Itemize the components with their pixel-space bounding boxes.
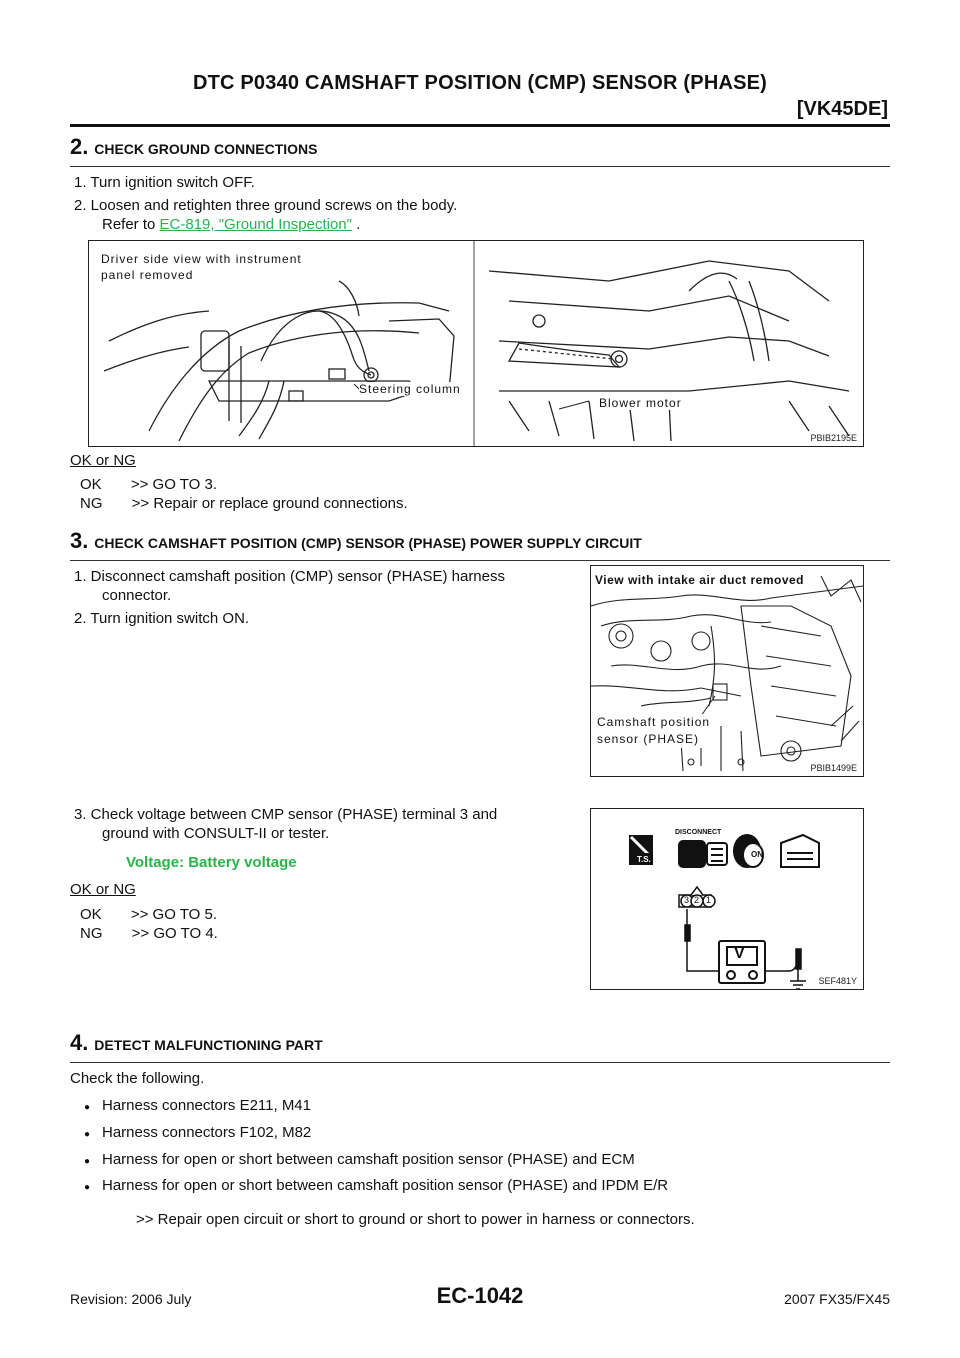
pin-2: 2: [694, 895, 700, 905]
step3-number: 3.: [70, 528, 89, 553]
step4-heading: [70, 1030, 890, 1063]
figure2-code: PBIB1499E: [810, 763, 857, 773]
page-number: EC-1042: [436, 1283, 524, 1308]
step2-number: 2.: [70, 134, 89, 159]
step3-heading: [70, 528, 890, 561]
voltage-check-figure: [590, 808, 864, 990]
step3-item3b: ground with CONSULT-II or tester.: [102, 825, 330, 842]
pin-3: 3: [684, 895, 690, 905]
step2-ok: OK >> GO TO 3.: [80, 476, 217, 493]
step2-okng: OK or NG: [70, 452, 136, 469]
cmp-label-line2: sensor (PHASE): [597, 732, 700, 746]
step2-ng: NG >> Repair or replace ground connections.: [80, 495, 408, 512]
figure-caption-left: [101, 251, 302, 283]
ground-screws-figure: [88, 240, 864, 447]
figure3-code: SEF481Y: [818, 976, 857, 986]
figure2-title: View with intake air duct removed: [595, 573, 805, 587]
check-item: ● Harness connectors E211, M41: [102, 1096, 311, 1115]
on-label: ON: [751, 850, 763, 859]
step2-heading: [70, 134, 890, 167]
vehicle-model: 2007 FX35/FX45: [784, 1291, 890, 1307]
revision-date: Revision: 2006 July: [70, 1291, 192, 1307]
ts-label: T.S.: [637, 855, 651, 864]
step4-result: >> Repair open circuit or short to ground or short to power in harness or connectors.: [136, 1211, 695, 1228]
header-rule: [70, 124, 890, 127]
engine-code: [VK45DE]: [796, 98, 888, 120]
check-item: ● Harness for open or short between camshaft position sensor (PHASE) and ECM: [102, 1150, 635, 1169]
sensor-connector-icon: [781, 835, 819, 867]
step2-refer: [102, 215, 360, 234]
step3-item1b: connector.: [102, 587, 172, 604]
voltage-spec: Voltage: Battery voltage: [126, 854, 297, 871]
step2-item1: 1. Turn ignition switch OFF.: [74, 174, 255, 191]
check-item: ● Harness for open or short between camshaft position sensor (PHASE) and IPDM E/R: [102, 1176, 668, 1195]
step2-title: CHECK GROUND CONNECTIONS: [94, 141, 318, 157]
figure-caption-line2: panel removed: [101, 268, 194, 282]
figure-code: PBIB2195E: [810, 433, 857, 443]
step3-item3a: 3. Check voltage between CMP sensor (PHASE) terminal 3 and: [74, 806, 498, 823]
voltage-check-diagram: [591, 809, 863, 989]
pin-1: 1: [706, 895, 712, 905]
blower-motor-label: Blower motor: [599, 396, 682, 410]
step2-item2: 2. Loosen and retighten three ground screws on the body.: [74, 197, 458, 214]
disconnect-label: DISCONNECT: [675, 829, 722, 836]
cmp-sensor-label: [597, 714, 710, 748]
step3-item1a: 1. Disconnect camshaft position (CMP) sensor (PHASE) harness: [74, 568, 505, 585]
connector-icon: [679, 841, 727, 867]
step4-title: DETECT MALFUNCTIONING PART: [94, 1037, 323, 1053]
step3-okng: OK or NG: [70, 881, 136, 898]
step4-number: 4.: [70, 1030, 89, 1055]
step3-ok: OK >> GO TO 5.: [80, 906, 217, 923]
page-title: DTC P0340 CAMSHAFT POSITION (CMP) SENSOR (PHASE): [192, 72, 768, 94]
step3-ng: NG >> GO TO 4.: [80, 925, 218, 942]
ground-inspection-link[interactable]: EC-819, "Ground Inspection": [159, 216, 352, 233]
refer-prefix: Refer to: [102, 216, 160, 233]
steering-column-label: Steering column: [359, 382, 461, 396]
step3-title: CHECK CAMSHAFT POSITION (CMP) SENSOR (PHASE) POWER SUPPLY CIRCUIT: [94, 535, 642, 551]
cmp-sensor-figure: [590, 565, 864, 777]
figure-caption-line1: Driver side view with instrument: [101, 252, 302, 266]
step4-intro: Check the following.: [70, 1070, 205, 1087]
voltmeter-label: V: [734, 945, 745, 962]
check-item: ● Harness connectors F102, M82: [102, 1123, 311, 1142]
cmp-label-line1: Camshaft position: [597, 715, 711, 729]
refer-suffix: .: [351, 216, 361, 233]
step3-item2: 2. Turn ignition switch ON.: [74, 610, 250, 627]
